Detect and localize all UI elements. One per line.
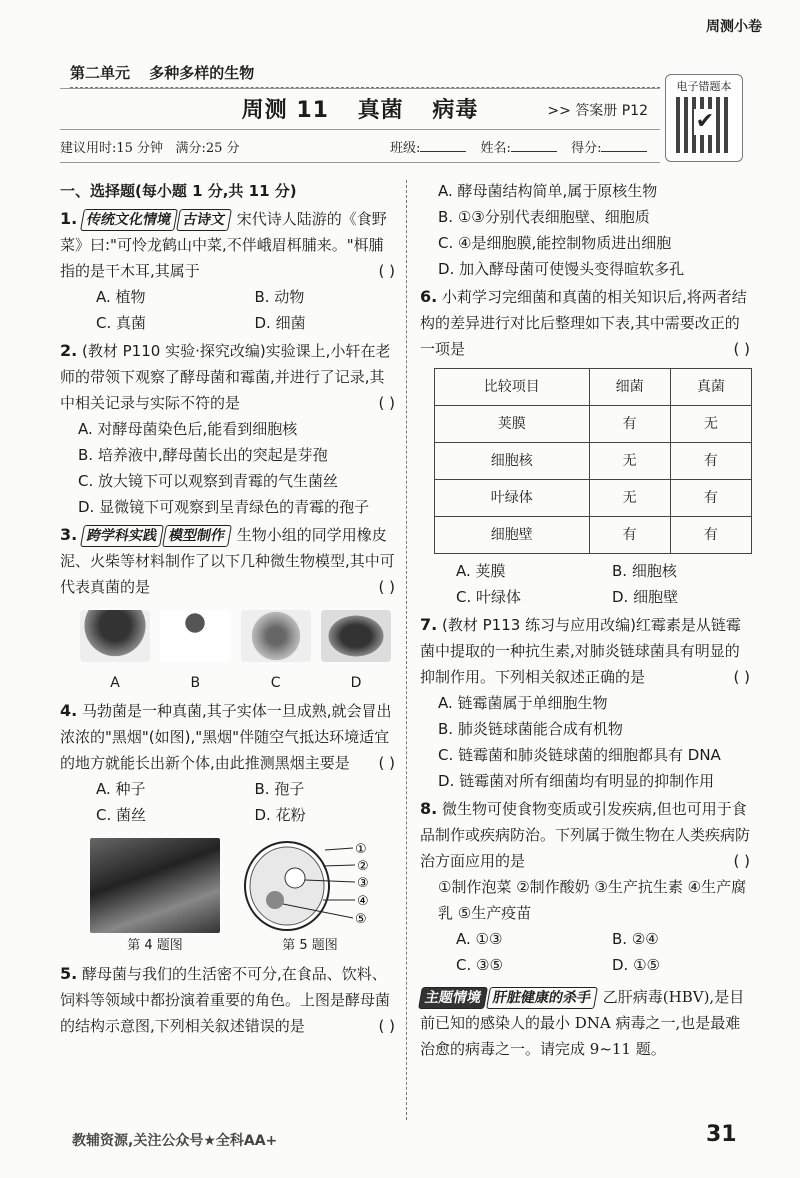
unit-title: 多种多样的生物 — [149, 64, 255, 82]
table-cell: 叶绿体 — [435, 480, 590, 517]
theme-tag: 主题情境 — [418, 987, 488, 1009]
left-column — [60, 178, 395, 1039]
option-c[interactable]: C. 菌丝 — [96, 806, 147, 824]
figures-4-5 — [90, 838, 385, 959]
full-score: 满分:25 分 — [175, 141, 240, 156]
option-a[interactable]: A. 对酵母菌染色后,能看到细胞核 — [78, 420, 298, 438]
question-5 — [60, 961, 395, 1039]
option-d[interactable]: D. 细胞壁 — [612, 588, 679, 606]
mark-5: ⑤ — [355, 912, 367, 927]
model-c-label: C — [270, 675, 281, 691]
table-header: 细菌 — [589, 369, 670, 406]
option-c[interactable]: C. 叶绿体 — [456, 588, 522, 606]
table-row — [435, 443, 752, 480]
question-number: 8. — [420, 799, 438, 818]
table-cell: 细胞核 — [435, 443, 590, 480]
mark-1: ① — [355, 842, 367, 857]
answer-paren[interactable]: ( ) — [378, 394, 395, 412]
option-a[interactable]: A. 荚膜 — [456, 562, 506, 580]
answer-paren[interactable]: ( ) — [378, 262, 395, 280]
table-row — [435, 517, 752, 554]
question-number: 3. — [60, 525, 78, 544]
model-a-label: A — [110, 675, 120, 691]
score-blank[interactable] — [601, 151, 647, 152]
question-text: 宋代诗人陆游的《食野菜》曰:"可怜龙鹤山中菜,不伴峨眉栮脯来。"栮脯指的是干木耳,其属于 — [60, 210, 387, 280]
model-b-label: B — [190, 675, 201, 691]
question-number: 4. — [60, 701, 78, 720]
theme-title: 肝脏健康的杀手 — [486, 987, 598, 1009]
question-8 — [420, 796, 750, 978]
question-text: 酵母菌与我们的生活密不可分,在食品、饮料、饲料等领域中都扮演着重要的角色。上图是酵母菌的结构示意图,下列相关叙述错误的是 — [60, 965, 391, 1035]
answer-reference: >> 答案册 P12 — [547, 103, 648, 119]
model-images — [80, 610, 391, 696]
question-text: (教材 P110 实验·探究改编)实验课上,小轩在老师的带领下观察了酵母菌和霉菌,并进行了记录,其中相关记录与实际不符的是 — [60, 342, 391, 412]
type-tag: 古诗文 — [176, 209, 232, 231]
q5-option-d[interactable]: D. 加入酵母菌可使馒头变得暄软多孔 — [438, 260, 685, 278]
answer-paren[interactable]: ( ) — [733, 668, 750, 686]
model-d-image — [321, 610, 391, 662]
unit-line — [70, 62, 660, 88]
question-text: 生物小组的同学用橡皮泥、火柴等材料制作了以下几种微生物模型,其中可代表真菌的是 — [60, 526, 395, 596]
puffball-photo — [90, 838, 220, 933]
option-a[interactable]: A. 链霉菌属于单细胞生物 — [438, 694, 608, 712]
model-b-image — [160, 610, 230, 662]
model-b[interactable] — [160, 610, 230, 696]
table-cell: 有 — [670, 480, 751, 517]
answer-paren[interactable]: ( ) — [733, 340, 750, 358]
question-1 — [60, 206, 395, 336]
class-label: 班级: — [390, 141, 421, 156]
options — [420, 558, 750, 610]
context-tag: 跨学科实践 — [80, 525, 164, 547]
question-3 — [60, 522, 395, 696]
name-label: 姓名: — [480, 141, 511, 156]
option-a[interactable]: A. 种子 — [96, 780, 146, 798]
table-cell: 有 — [589, 517, 670, 554]
figure-5-caption: 第 5 题图 — [282, 938, 338, 953]
option-b[interactable]: B. ②④ — [612, 930, 659, 948]
comparison-table — [434, 368, 752, 554]
suggest-time: 建议用时:15 分钟 — [60, 141, 164, 156]
question-number: 5. — [60, 964, 78, 983]
question-number: 1. — [60, 209, 78, 228]
qr-code-box[interactable] — [665, 74, 743, 162]
class-blank[interactable] — [420, 151, 466, 152]
mark-2: ② — [357, 859, 369, 874]
q5-option-c[interactable]: C. ④是细胞膜,能控制物质进出细胞 — [438, 234, 672, 252]
table-row — [435, 480, 752, 517]
option-c[interactable]: C. 真菌 — [96, 314, 147, 332]
model-d-label: D — [350, 675, 362, 691]
mark-3: ③ — [357, 876, 369, 891]
option-b[interactable]: B. 肺炎链球菌能合成有机物 — [438, 720, 623, 738]
model-a-image — [80, 610, 150, 662]
footer-note: 教辅资源,关注公众号★全科AA+ — [72, 1133, 278, 1149]
option-d[interactable]: D. 细菌 — [254, 314, 306, 332]
model-a[interactable] — [80, 610, 150, 696]
option-d[interactable]: D. ①⑤ — [612, 956, 660, 974]
section-tag: 周测小卷 — [706, 19, 762, 35]
section-heading: 一、选择题(每小题 1 分,共 11 分) — [60, 182, 297, 200]
cell-membrane-shape — [250, 847, 324, 925]
figure-4 — [90, 838, 220, 959]
table-row — [435, 406, 752, 443]
option-b[interactable]: B. 细胞核 — [612, 562, 677, 580]
question-2 — [60, 338, 395, 520]
question-6 — [420, 284, 750, 610]
theme-text: 乙肝病毒(HBV),是目前已知的感染人的最小 DNA 病毒之一,也是最难治愈的病毒之一。请完成 9~11 题。 — [420, 988, 745, 1058]
theme-context — [420, 984, 750, 1062]
table-cell: 无 — [670, 406, 751, 443]
q5-option-a[interactable]: A. 酵母菌结构简单,属于原核生物 — [438, 182, 658, 200]
answer-paren[interactable]: ( ) — [378, 754, 395, 772]
question-text: (教材 P113 练习与应用改编)红霉素是从链霉菌中提取的一种抗生素,对肺炎链球菌具有明显的抑制作用。下列相关叙述正确的是 — [420, 616, 741, 686]
item-list: ①制作泡菜 ②制作酸奶 ③生产抗生素 ④生产腐乳 ⑤生产疫苗 — [438, 878, 747, 922]
figure-5 — [235, 838, 385, 959]
question-text: 马勃菌是一种真菌,其子实体一旦成熟,就会冒出浓浓的"黑烟"(如图),"黑烟"伴随空气抵达环境适宜的地方就能长出新个体,由此推测黑烟主要是 — [60, 702, 392, 772]
model-d[interactable] — [321, 610, 391, 696]
option-d[interactable]: D. 链霉菌对所有细菌均有明显的抑制作用 — [438, 772, 715, 790]
option-a[interactable]: A. 植物 — [96, 288, 146, 306]
option-b[interactable]: B. 孢子 — [254, 780, 305, 798]
context-tag: 传统文化情境 — [80, 209, 178, 231]
table-header-row — [435, 369, 752, 406]
options — [60, 776, 395, 828]
option-c[interactable]: C. 放大镜下可以观察到青霉的气生菌丝 — [78, 472, 339, 490]
answer-paren[interactable]: ( ) — [378, 578, 395, 596]
right-column — [420, 178, 750, 1062]
vacuole-shape — [285, 868, 305, 888]
quiz-number: 周测 11 — [241, 98, 329, 123]
question-4 — [60, 698, 395, 828]
table-cell: 荚膜 — [435, 406, 590, 443]
student-fields — [390, 137, 657, 156]
table-cell: 有 — [670, 517, 751, 554]
question-text: 微生物可使食物变质或引发疾病,但也可用于食品制作或疾病防治。下列属于微生物在人类疾病防治方面应用的是 — [420, 800, 751, 870]
meta-line — [60, 137, 660, 163]
name-blank[interactable] — [511, 151, 557, 152]
question-text: 小莉学习完细菌和真菌的相关知识后,将两者结构的差异进行对比后整理如下表,其中需要改正的一项是 — [420, 288, 747, 358]
page-number: 31 — [706, 1122, 737, 1147]
qr-label: 电子错题本 — [676, 80, 732, 93]
quiz-topic-1: 真菌 — [357, 98, 404, 123]
model-c[interactable] — [241, 610, 311, 696]
option-b[interactable]: B. 动物 — [254, 288, 305, 306]
mark-4: ④ — [357, 894, 369, 909]
options — [420, 926, 750, 978]
quiz-topic-2: 病毒 — [432, 98, 479, 123]
table-header: 比较项目 — [435, 369, 590, 406]
option-c[interactable]: C. ③⑤ — [456, 956, 503, 974]
figure-4-caption: 第 4 题图 — [127, 938, 183, 953]
option-c[interactable]: C. 链霉菌和肺炎链球菌的细胞都具有 DNA — [438, 746, 721, 764]
model-c-image — [241, 610, 311, 662]
option-a[interactable]: A. ①③ — [456, 930, 503, 948]
answer-paren[interactable]: ( ) — [733, 852, 750, 870]
options — [60, 284, 395, 336]
answer-paren[interactable]: ( ) — [378, 1017, 395, 1035]
table-cell: 无 — [589, 480, 670, 517]
question-number: 2. — [60, 341, 78, 360]
question-number: 7. — [420, 615, 438, 634]
type-tag: 模型制作 — [162, 525, 232, 547]
option-d[interactable]: D. 花粉 — [254, 806, 306, 824]
quiz-title-box — [60, 88, 660, 130]
table-cell: 有 — [670, 443, 751, 480]
table-cell: 无 — [589, 443, 670, 480]
question-7 — [420, 612, 750, 794]
table-cell: 有 — [589, 406, 670, 443]
option-b[interactable]: B. 培养液中,酵母菌长出的突起是芽孢 — [78, 446, 328, 464]
yeast-diagram — [235, 838, 385, 933]
option-d[interactable]: D. 显微镜下可观察到呈青绿色的青霉的孢子 — [78, 498, 370, 516]
table-header: 真菌 — [670, 369, 751, 406]
q5-option-b[interactable]: B. ①③分别代表细胞壁、细胞质 — [438, 208, 650, 226]
column-divider — [406, 180, 407, 1120]
table-cell: 细胞壁 — [435, 517, 590, 554]
question-number: 6. — [420, 287, 438, 306]
score-label: 得分: — [571, 141, 602, 156]
unit-number: 第二单元 — [70, 64, 131, 82]
nucleus-shape — [266, 891, 284, 909]
qr-code-icon[interactable] — [676, 97, 732, 153]
